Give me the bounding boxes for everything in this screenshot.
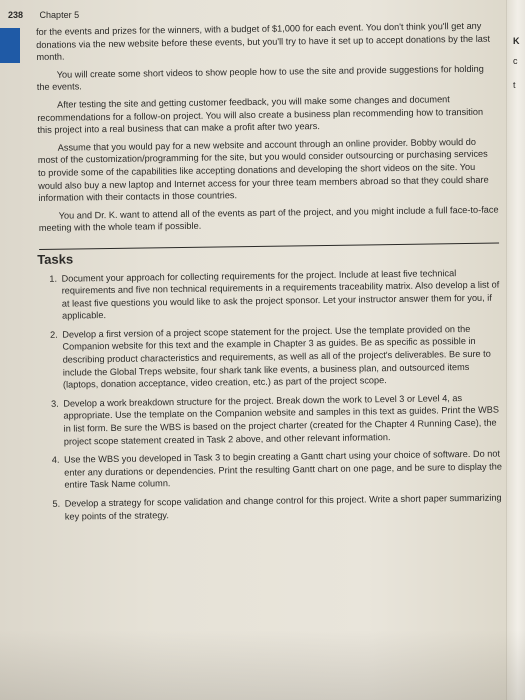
paragraph-5: You and Dr. K. want to attend all of the events as part of the project, and you might include a full face-to-face meeting with the whole team if possible. <box>38 204 499 234</box>
tasks-heading: Tasks <box>37 251 74 267</box>
tasks-list <box>39 266 502 523</box>
paragraph-1: for the events and prizes for the winners, with a budget of $1,000 for each event. You don't think you'll get any donations via the new website before these events, but you'll try to have it set up to accept donations by the last month. <box>36 20 491 63</box>
task-item-2: 2. Develop a first version of a project scope statement for the project. Use the template provided on the Companion website for this text and the example in Chapter 3 as guides. Be as specific as possible in describing product characteristics and requirements, as well as all of the project's deliverables. Be sure to include the Global Treps website, four shark tank like events, a business plan, and outsourced items (laptops, donation acceptance, video creation, etc.) as part of the project scope. <box>60 322 501 391</box>
page-number: 238 <box>8 10 24 20</box>
task-item-3: 3. Develop a work breakdown structure for the project. Break down the work to Level 3 or Level 4, as appropriate. Use the template on the Companion website and samples in this text as guides. Print the WBS in list form. Be sure the WBS is based on the project charter (created for the Chapter 4 Running Case), the project scope statement created in Task 2 above, and other relevant information. <box>61 391 502 448</box>
page-content <box>36 20 503 530</box>
page-header <box>8 10 79 20</box>
paragraph-2: You will create some short videos to show people how to use the site and provide suggestions for holding the events. <box>36 63 484 93</box>
task-item-5: 5. Develop a strategy for scope validation and change control for this project. Write a short paper summarizing key points of the strategy. <box>63 492 503 523</box>
page-shadow <box>0 630 525 700</box>
next-page-edge <box>506 0 525 700</box>
edge-letter-1: K <box>513 36 520 46</box>
paragraph-4: Assume that you would pay for a new website and account through an online provider. Bobby would do most of the customization/programming for the site, but you would consider outsourcing or purchasing services to provide some of the capabilities like accepting donations and developing the short videos on the site. You would also buy a new laptop and Internet access for your three team members abroad so that they could share information with their contacts in those countries. <box>37 136 489 204</box>
task-item-1: 1. Document your approach for collecting requirements for the project. Include at least five technical requirements and five non technical requirements in a requirements traceability matrix. Also develop a list of at least five questions you would like to ask the project sponsor. Let your instructor answer them for you, if applicable. <box>59 266 500 323</box>
edge-letter-2: c <box>513 56 518 66</box>
chapter-label: Chapter 5 <box>39 10 80 20</box>
paragraph-3: After testing the site and getting customer feedback, you will make some changes and document recommendations for a follow-on project. You will also create a business plan recommending how to transition this project into a real business that can make a profit after two years. <box>37 94 484 136</box>
task-item-4: 4. Use the WBS you developed in Task 3 to begin creating a Gantt chart using your choice of software. Do not enter any durations or dependencies. Print the resulting Gantt chart on one page, and be sure to display the entire Task Name column. <box>62 448 502 492</box>
edge-letter-3: t <box>513 80 516 90</box>
chapter-color-bar <box>0 28 20 63</box>
